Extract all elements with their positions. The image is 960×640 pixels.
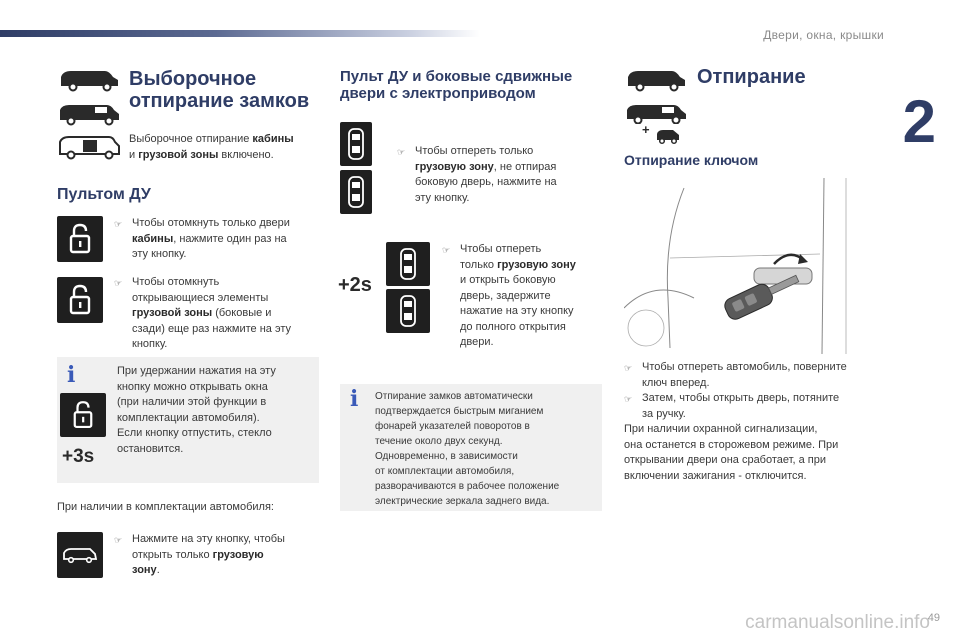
- car-top-icon: [346, 175, 366, 209]
- chapter-number: 2: [902, 88, 936, 155]
- page-number: 49: [927, 612, 940, 624]
- info-text-confirmation: Отпирание замков автоматически подтверждается быстрым миганием фонарей указателей поворотов в течение около двух секунд. Одновременно, в зависимости от комплектации автомобиля, разворачиваются в рабочее положение электрические зеркала заднего вида.: [375, 391, 560, 507]
- bullet-arrow-icon: ☞: [624, 363, 633, 373]
- cargo-only-item: ☞ Нажмите на эту кнопку, чтобы открыть только грузовую зону.: [114, 532, 319, 579]
- bullet-arrow-icon: ☞: [397, 147, 406, 157]
- car-top-icon: [346, 127, 366, 161]
- presence-note: При наличии в комплектации автомобиля:: [57, 501, 274, 513]
- padlock-open-icon: [68, 284, 92, 316]
- watermark: carmanualsonline.info: [745, 612, 930, 633]
- selective-unlock-title: Выборочное отпирание замков: [129, 68, 310, 112]
- remote-item-cargo: ☞ Чтобы отомкнуть открывающиеся элементы грузовой зоны (боковые и сзади) еще раз нажмите на эту кнопку.: [114, 275, 324, 353]
- key-steps: ☞ Чтобы отпереть автомобиль, поверните ключ вперед. ☞ Затем, чтобы открыть дверь, потяните за ручку. При наличии охранной сигнализации, она останется в сторожевом режиме. При открывании двери она сработает, а при включении зажигания - отключится.: [624, 360, 886, 484]
- key-unlock-heading: Отпирание ключом: [624, 152, 759, 168]
- header-accent-bar: [0, 30, 480, 37]
- padlock-open-icon: [72, 400, 94, 430]
- sliding-door-button-icon-2: [340, 170, 372, 214]
- alarm-note: При наличии охранной сигнализации, она останется в сторожевом режиме. При открывании двери она сработает, а при включении зажигания - отключится.: [624, 423, 839, 482]
- bullet-arrow-icon: ☞: [114, 278, 123, 288]
- sliding-door-button-icon-3: [386, 242, 430, 286]
- sliding-door-button-icon-4: [386, 289, 430, 333]
- bullet-arrow-icon: ☞: [442, 245, 451, 255]
- unlock-button-icon-3: [60, 393, 106, 437]
- remote-heading: Пультом ДУ: [57, 186, 151, 203]
- hold-3s-badge: +3s: [62, 446, 95, 467]
- info-icon: i: [350, 386, 359, 412]
- bullet-arrow-icon: ☞: [114, 219, 123, 229]
- unlocking-title: Отпирание: [697, 66, 806, 88]
- padlock-open-icon: [68, 223, 92, 255]
- sliding-door-button-icon: [340, 122, 372, 166]
- remote-item-cab: ☞ Чтобы отомкнуть только двери кабины, нажмите один раз на эту кнопку.: [114, 216, 319, 263]
- van-rear-icon: [62, 544, 98, 566]
- hold-2s-badge: +2s: [338, 274, 372, 296]
- car-top-icon: [397, 247, 419, 281]
- bullet-arrow-icon: ☞: [624, 394, 633, 404]
- van-icon: [624, 66, 688, 92]
- long-van-icon: [57, 100, 121, 126]
- plus-icon: +: [642, 122, 650, 137]
- section-title: Двери, окна, крышки: [763, 28, 884, 42]
- car-top-icon: [397, 294, 419, 328]
- remote-sliding-title: Пульт ДУ и боковые сдвижные двери с электроприводом: [340, 68, 573, 102]
- cargo-button-icon: [57, 532, 103, 578]
- info-icon: i: [67, 362, 76, 388]
- unlock-button-icon-2: [57, 277, 103, 323]
- van-icon: [57, 66, 121, 92]
- info-text-window: При удержании нажатия на эту кнопку можно открывать окна (при наличии этой функции в комплектации автомобиля). Если кнопку отпустить, стекло остановится.: [117, 365, 276, 455]
- crew-cab-icon: [655, 126, 681, 146]
- sliding-item-cargo: ☞ Чтобы отпереть только грузовую зону, не отпирая боковую дверь, нажмите на эту кнопку.: [397, 144, 592, 206]
- unlock-button-icon: [57, 216, 103, 262]
- selective-unlock-intro: Выборочное отпирание кабины и грузовой зоны включено.: [129, 133, 294, 161]
- open-van-icon: [57, 132, 121, 160]
- sliding-item-open-door: ☞ Чтобы отпереть только грузовую зону и открыть боковую дверь, задержите нажатие на эту кнопку до полного открытия двери.: [442, 242, 602, 351]
- bullet-arrow-icon: ☞: [114, 535, 123, 545]
- door-key-illustration: [624, 178, 886, 354]
- long-van-icon: [624, 100, 688, 124]
